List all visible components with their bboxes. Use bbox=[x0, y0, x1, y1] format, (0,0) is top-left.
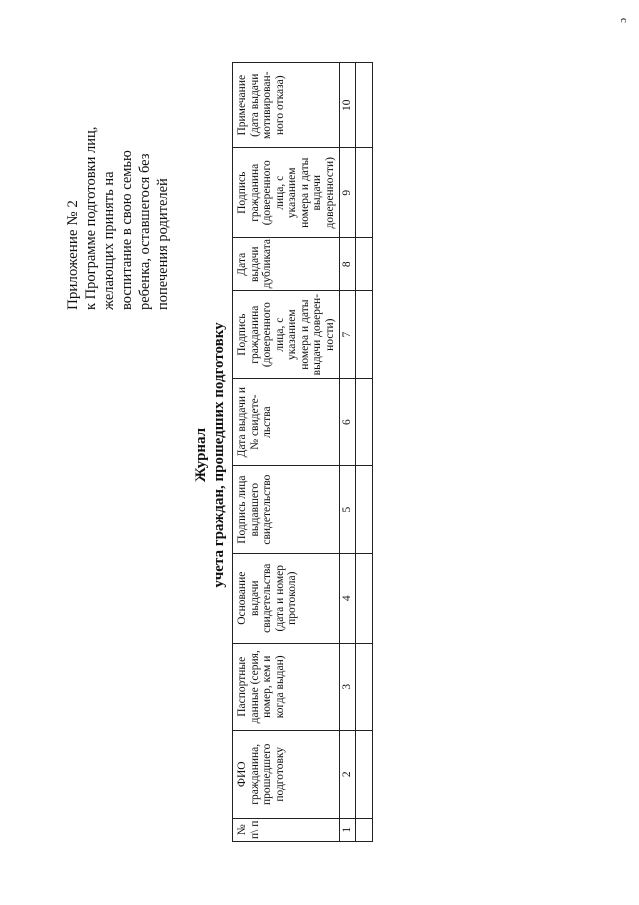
empty-cell bbox=[355, 378, 372, 466]
column-number: 6 bbox=[340, 378, 356, 466]
table-header-row bbox=[233, 63, 340, 842]
column-number: 3 bbox=[340, 643, 356, 731]
appendix-title: Приложение № 2 bbox=[65, 200, 81, 310]
empty-cell bbox=[355, 818, 372, 841]
appendix-note bbox=[64, 60, 172, 310]
column-number: 5 bbox=[340, 466, 356, 554]
empty-cell bbox=[355, 63, 372, 148]
appendix-line: ребенка, оставшегося без bbox=[137, 153, 153, 310]
appendix-line: к Программе подготовки лиц, bbox=[83, 126, 99, 310]
empty-cell bbox=[355, 291, 372, 379]
header-cell-issuer-signature: Подпись лица выдавшего свидетельство bbox=[233, 466, 340, 554]
table-number-row bbox=[340, 63, 356, 842]
empty-cell bbox=[355, 731, 372, 819]
journal-title: Журнал bbox=[193, 427, 209, 483]
journal-subtitle: учета граждан, прошедших подготовку bbox=[211, 322, 227, 588]
empty-cell bbox=[355, 553, 372, 643]
header-cell-fio: ФИО гражданина, прошедшего подготовку bbox=[233, 731, 340, 819]
column-number: 9 bbox=[340, 148, 356, 238]
header-cell-passport: Паспортные данные (серия, номер, кем и когда выдан) bbox=[233, 643, 340, 731]
table-empty-row bbox=[355, 63, 372, 842]
appendix-line: желающих принять на bbox=[101, 171, 117, 310]
empty-cell bbox=[355, 238, 372, 291]
column-number: 2 bbox=[340, 731, 356, 819]
empty-cell bbox=[355, 466, 372, 554]
column-number: 10 bbox=[340, 63, 356, 148]
appendix-line: попечения родителей bbox=[155, 178, 171, 310]
header-cell-issue-date: Дата выдачи и № свидете-льства bbox=[233, 378, 340, 466]
header-cell-citizen-signature: Подпись гражданина (доверенного лица, с указанием номера и даты выдачи доверен-ности) bbox=[233, 291, 340, 379]
header-cell-citizen-signature-duplicate: Подпись гражданина (доверенного лица, с указанием номера и даты выдачи доверенности) bbox=[233, 148, 340, 238]
empty-cell bbox=[355, 148, 372, 238]
column-number: 7 bbox=[340, 291, 356, 379]
journal-table bbox=[232, 62, 373, 842]
column-number: 8 bbox=[340, 238, 356, 291]
column-number: 1 bbox=[340, 818, 356, 841]
header-cell-note: Примечание (дата выдачи мотивирован-ного отказа) bbox=[233, 63, 340, 148]
header-cell-number: № п\ п bbox=[233, 818, 340, 841]
empty-cell bbox=[355, 643, 372, 731]
rotated-document-sheet bbox=[52, 60, 372, 850]
header-cell-basis: Основание выдачи свидетельства (дата и номер протокола) bbox=[233, 553, 340, 643]
header-cell-duplicate-date: Дата выдачи дубликата bbox=[233, 238, 340, 291]
column-number: 4 bbox=[340, 553, 356, 643]
journal-heading bbox=[192, 60, 228, 850]
appendix-line: воспитание в свою семью bbox=[119, 150, 135, 310]
page-number: c bbox=[618, 18, 630, 23]
